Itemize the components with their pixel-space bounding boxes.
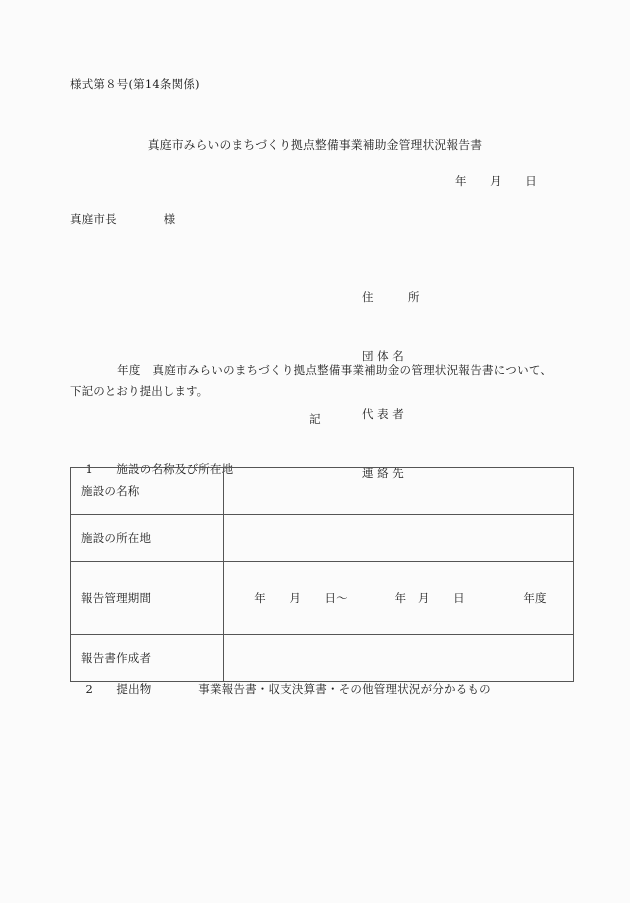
section-2-number: 2 bbox=[85, 681, 93, 696]
row-value-facility-name[interactable] bbox=[224, 468, 574, 515]
row-value-facility-address[interactable] bbox=[224, 515, 574, 562]
row-label-facility-name: 施設の名称 bbox=[71, 468, 224, 515]
table-row bbox=[71, 468, 574, 515]
form-number: 様式第８号(第14条関係) bbox=[70, 77, 200, 91]
table-row bbox=[71, 562, 574, 635]
section-1-number: 1 bbox=[85, 461, 93, 476]
ki-mark: 記 bbox=[309, 412, 321, 426]
applicant-field-representative: 代 表 者 bbox=[362, 407, 404, 421]
body-paragraph: 年度 真庭市みらいのまちづくり拠点整備事業補助金の管理状況報告書について、下記のとおり提出します。 bbox=[70, 363, 552, 398]
row-label-report-author: 報告書作成者 bbox=[71, 635, 224, 682]
addressee-line: 真庭市長 様 bbox=[70, 212, 176, 226]
section-2-spacer-1 bbox=[93, 682, 116, 696]
report-period-text: 年 月 日～ 年 月 日 年度 bbox=[254, 591, 547, 605]
row-label-facility-address: 施設の所在地 bbox=[71, 515, 224, 562]
table-row bbox=[71, 515, 574, 562]
row-label-report-period: 報告管理期間 bbox=[71, 562, 224, 635]
section-2-content: 事業報告書・収支決算書・その他管理状況が分かるもの bbox=[198, 681, 491, 696]
section-1-title: 施設の名称及び所在地 bbox=[116, 461, 234, 476]
document-title: 真庭市みらいのまちづくり拠点整備事業補助金管理状況報告書 bbox=[147, 138, 483, 152]
section-2-title: 提出物 bbox=[116, 681, 152, 696]
row-value-report-period[interactable] bbox=[224, 562, 574, 635]
applicant-field-address: 住 所 bbox=[362, 290, 420, 304]
date-line: 年 月 日 bbox=[455, 174, 537, 188]
applicant-field-organization-name: 団 体 名 bbox=[362, 348, 404, 363]
section-2-spacer-2 bbox=[151, 682, 198, 696]
section-2-heading bbox=[70, 672, 491, 707]
applicant-field-contact: 連 絡 先 bbox=[362, 465, 404, 480]
facility-info-table bbox=[70, 467, 574, 682]
